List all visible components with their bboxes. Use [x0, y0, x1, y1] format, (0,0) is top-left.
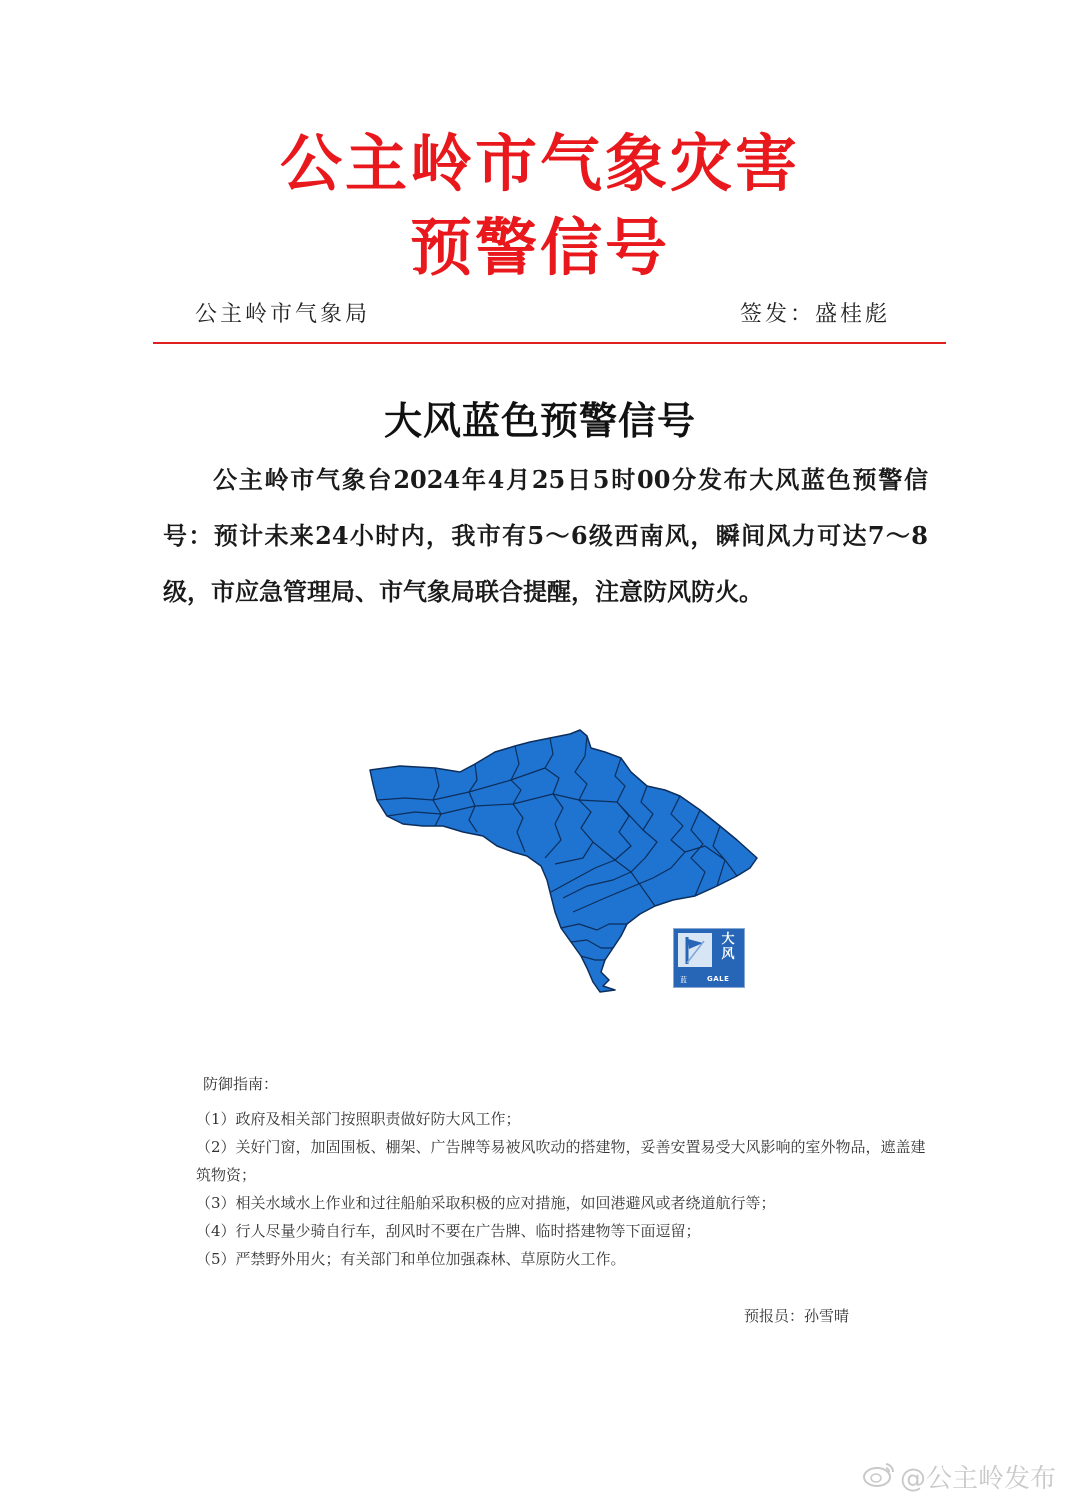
warning-body: 公主岭市气象台2024年4月25日5时00分发布大风蓝色预警信号：预计未来24小时内，我市有5～6级西南风，瞬间风力可达7～8级，市应急管理局、市气象局联合提醒，注意防风防火。	[163, 465, 928, 606]
red-divider	[153, 342, 946, 344]
guide-title: 防御指南：	[203, 1075, 279, 1093]
watermark: @公主岭发布	[900, 1464, 1057, 1494]
guide-item: （4）行人尽量少骑自行车，刮风时不要在广告牌、临时搭建物等下面逗留；	[196, 1222, 701, 1240]
gale-level-mark: 蓝	[680, 976, 687, 984]
flag-icon	[678, 933, 712, 967]
guide-item: （3）相关水域水上作业和过往船舶采取积极的应对措施，如回港避风或者绕道航行等；	[196, 1194, 776, 1212]
guide-item: （1）政府及相关部门按照职责做好防大风工作；	[196, 1110, 521, 1128]
warning-heading: 大风蓝色预警信号	[383, 399, 696, 443]
signer: 签发：盛桂彪	[740, 302, 891, 327]
issuing-agency: 公主岭市气象局	[195, 302, 371, 327]
document-title-line-2: 预警信号	[409, 211, 670, 284]
gale-label-en: GALE	[707, 975, 730, 983]
gale-label-zh: 大 风	[721, 932, 735, 962]
guide-item: （5）严禁野外用火；有关部门和单位加强森林、草原防火工作。	[196, 1250, 626, 1268]
weibo-icon	[862, 1460, 896, 1488]
guide-list	[196, 1105, 926, 1273]
gale-warning-icon	[673, 928, 745, 988]
forecaster: 预报员：孙雪晴	[744, 1307, 850, 1325]
document-title-line-1: 公主岭市气象灾害	[279, 127, 800, 200]
guide-item: （2）关好门窗，加固围板、棚架、广告牌等易被风吹动的搭建物，妥善安置易受大风影响的室外物品，遮盖建筑物资；	[196, 1138, 926, 1184]
